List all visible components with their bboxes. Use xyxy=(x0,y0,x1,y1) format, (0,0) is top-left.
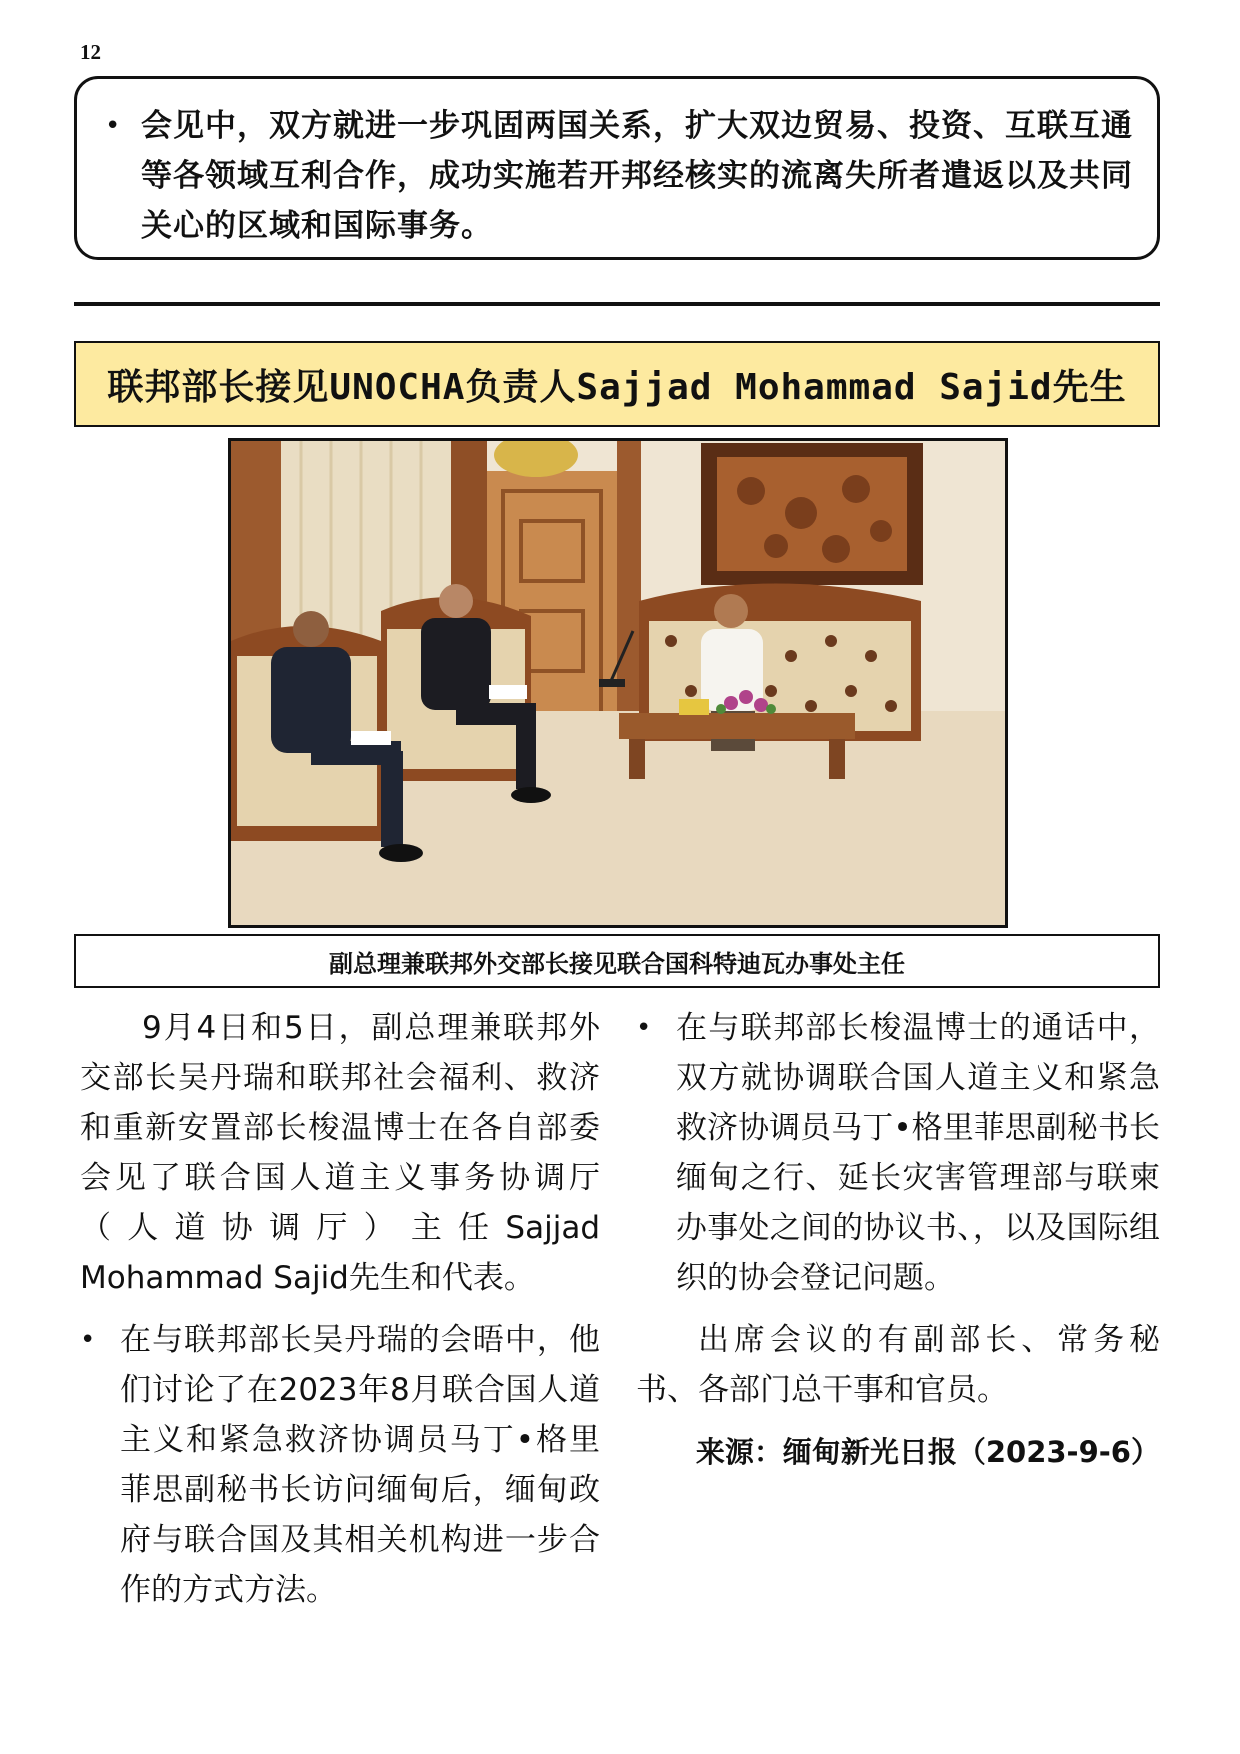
bullet-text: 在与联邦部长吴丹瑞的会晤中，他们讨论了在2023年8月联合国人道主义和紧急救济协调员马丁•格里菲思副秘书长访问缅甸后，缅甸政府与联合国及其相关机构进一步合作的方式方法。 xyxy=(120,1322,600,1608)
closing-paragraph: 出席会议的有副部长、常务秘书、各部门总干事和官员。 xyxy=(636,1322,1160,1408)
bullet-text: 在与联邦部长梭温博士的通话中，双方就协调联合国人道主义和紧急救济协调员马丁•格里菲思副秘书长缅甸之行、延长灾害管理部与联柬办事处之间的协议书、，以及国际组织的协会登记问题。 xyxy=(676,1010,1160,1296)
headline-banner xyxy=(74,341,1160,427)
section-divider xyxy=(74,302,1160,306)
photo-caption: 副总理兼联邦外交部长接见联合国科特迪瓦办事处主任 xyxy=(329,949,905,978)
bullet-icon: • xyxy=(105,111,121,141)
bullet-icon: • xyxy=(80,1325,96,1355)
left-column xyxy=(80,1003,600,1627)
photo-caption-box xyxy=(74,934,1160,988)
meeting-photo-icon xyxy=(231,441,1005,925)
summary-box xyxy=(74,76,1160,260)
bullet-item-meeting xyxy=(80,1315,600,1615)
summary-text: 会见中，双方就进一步巩固两国关系，扩大双边贸易、投资、互联互通等各领域互利合作，成功实施若开邦经核实的流离失所者遣返以及共同关心的区域和国际事务。 xyxy=(141,108,1133,244)
bullet-icon: • xyxy=(636,1013,652,1043)
meeting-photo xyxy=(228,438,1008,928)
bullet-item-call xyxy=(636,1003,1160,1303)
source-credit: 来源：缅甸新光日报（2023-9-6） xyxy=(695,1435,1160,1469)
intro-paragraph: 9月4日和5日，副总理兼联邦外交部长吴丹瑞和联邦社会福利、救济和重新安置部长梭温博士在各自部委会见了联合国人道主义事务协调厅（人道协调厅）主任Sajjad Mohammad Sajid先生和代表。 xyxy=(80,1010,600,1296)
page-number: 12 xyxy=(80,40,101,64)
article-headline: 联邦部长接见UNOCHA负责人Sajjad Mohammad Sajid先生 xyxy=(107,366,1127,408)
right-column xyxy=(636,1003,1160,1477)
summary-bullet-item xyxy=(105,101,1133,251)
